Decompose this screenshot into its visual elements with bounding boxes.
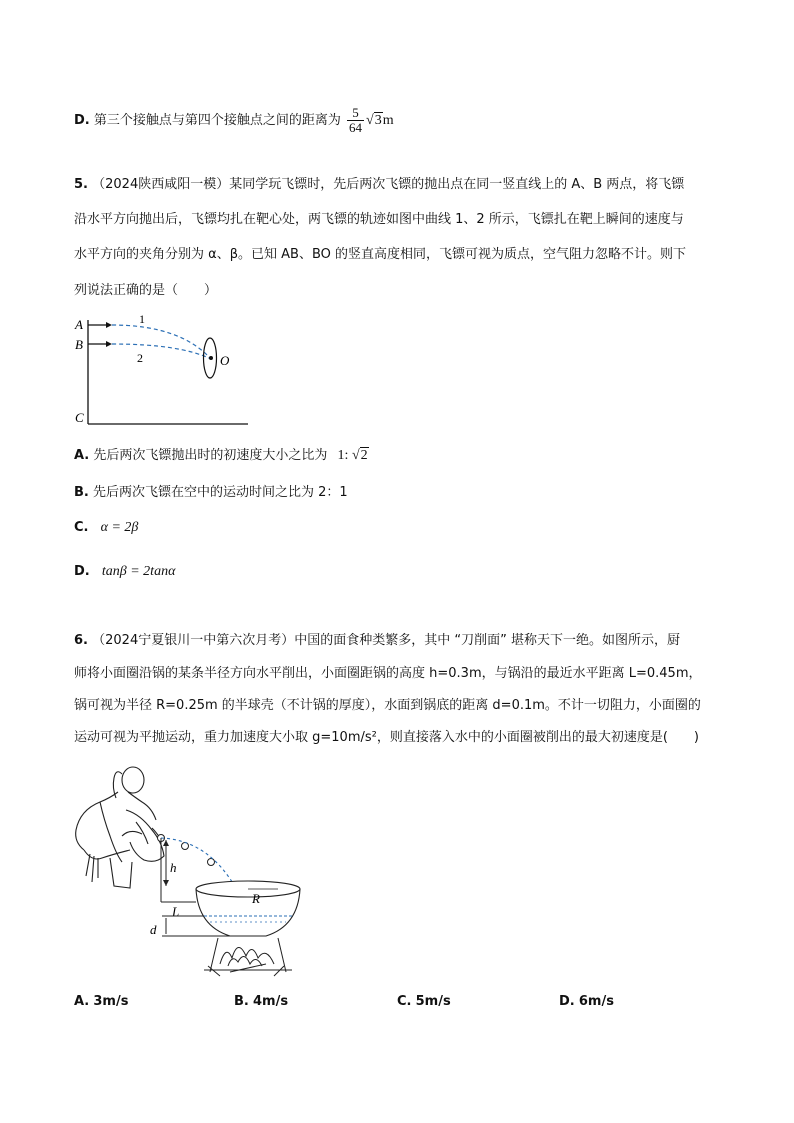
trajectory-2 [112, 344, 211, 359]
option-label: B. [74, 485, 89, 500]
option-label: A. [74, 994, 90, 1009]
q4-option-d-unit: m [382, 113, 394, 128]
q5-option-a [74, 446, 369, 465]
q5-number: 5. [74, 177, 88, 192]
q6-number: 6. [74, 633, 88, 648]
option-label: A. [74, 448, 90, 463]
label-a: A [75, 317, 83, 332]
option-text: 5m/s [415, 994, 451, 1009]
noodle-mid-2 [208, 859, 215, 866]
option-label: B. [234, 994, 249, 1009]
q4-option-d-label: D. [74, 113, 90, 128]
fraction-denominator: 64 [349, 120, 363, 135]
label-c: C [75, 410, 84, 425]
option-text: 先后两次飞镖在空中的运动时间之比为 2：1 [93, 485, 348, 500]
label-o: O [220, 353, 230, 368]
q5-stem-line-3: 水平方向的夹角分别为 α、β。已知 AB、BO 的竖直高度相同，飞镖可视为质点，空气阻力忽略不计。则下 [74, 247, 686, 262]
curve-label-1: 1 [139, 312, 145, 326]
chef-illustration [76, 767, 164, 888]
q6-option-c [397, 992, 451, 1011]
label-h: h [170, 860, 177, 875]
q5-dart-figure [70, 305, 260, 430]
h-arrow-top [163, 840, 169, 846]
q4-option-d-sqrt: √3 [366, 113, 382, 128]
option-text: 4m/s [253, 994, 289, 1009]
label-r: R [252, 891, 260, 906]
option-label: D. [559, 994, 575, 1009]
curve-label-2: 2 [137, 351, 143, 365]
option-math: α = 2β [100, 520, 139, 535]
option-label: D. [74, 564, 90, 579]
fraction-numerator: 5 [347, 106, 364, 121]
label-d: d [150, 922, 157, 937]
option-text: 先后两次飞镖抛出时的初速度大小之比为 [93, 448, 328, 463]
q6-stem-line-3: 锅可视为半径 R=0.25m 的半球壳（不计锅的厚度），水面到锅底的距离 d=0.1m。不计一切阻力，小面圈的 [74, 698, 701, 713]
q5-option-d [74, 562, 175, 581]
q5-stem-line-1 [74, 175, 684, 194]
h-arrow-bottom [163, 880, 169, 886]
fire-illustration [204, 938, 292, 976]
arrow-a-head [106, 322, 112, 328]
q5-stem-line-2: 沿水平方向抛出后，飞镖均扎在靶心处，两飞镖的轨迹如图中曲线 1、2 所示，飞镖扎在靶上瞬间的速度与 [74, 212, 684, 227]
q6-option-b [234, 992, 288, 1011]
q6-stem-line-2: 师将小面圈沿锅的某条半径方向水平削出，小面圈距锅的高度 h=0.3m，与锅沿的最近水平距离 L=0.45m， [74, 666, 702, 681]
q6-option-a [74, 992, 128, 1011]
option-label: C. [397, 994, 412, 1009]
q6-noodle-figure [70, 758, 310, 983]
q6-line1-text: （2024宁夏银川一中第六次月考）中国的面食种类繁多，其中 “刀削面” 堪称天下一绝。如图所示，厨 [92, 633, 680, 648]
q5-option-c [74, 518, 138, 537]
q4-option-d-text: 第三个接触点与第四个接触点之间的距离为 [93, 113, 341, 128]
label-l: L [172, 904, 180, 919]
q4-option-d [74, 106, 394, 135]
q6-stem-line-1 [74, 631, 680, 650]
option-text: 6m/s [578, 994, 614, 1009]
q6-option-d [559, 992, 614, 1011]
option-label: C. [74, 520, 89, 535]
q4-option-d-fraction [347, 106, 364, 135]
option-math: 1: [337, 448, 352, 463]
noodle-mid-1 [182, 843, 189, 850]
option-a-sqrt: √2 [351, 448, 368, 463]
q5-stem-line-4: 列说法正确的是（ ） [74, 283, 218, 298]
option-text: 3m/s [93, 994, 129, 1009]
bullseye-dot [209, 356, 213, 360]
q5-line1-text: （2024陕西咸阳一模）某同学玩飞镖时，先后两次飞镖的抛出点在同一竖直线上的 A、B 两点，将飞镖 [92, 177, 685, 192]
q5-option-b [74, 483, 348, 502]
arrow-b-head [106, 341, 112, 347]
option-math: tanβ = 2tanα [101, 564, 176, 579]
label-b: B [75, 337, 83, 352]
q6-stem-line-4: 运动可视为平抛运动，重力加速度大小取 g=10m/s²，则直接落入水中的小面圈被削出的最大初速度是( ) [74, 730, 699, 745]
